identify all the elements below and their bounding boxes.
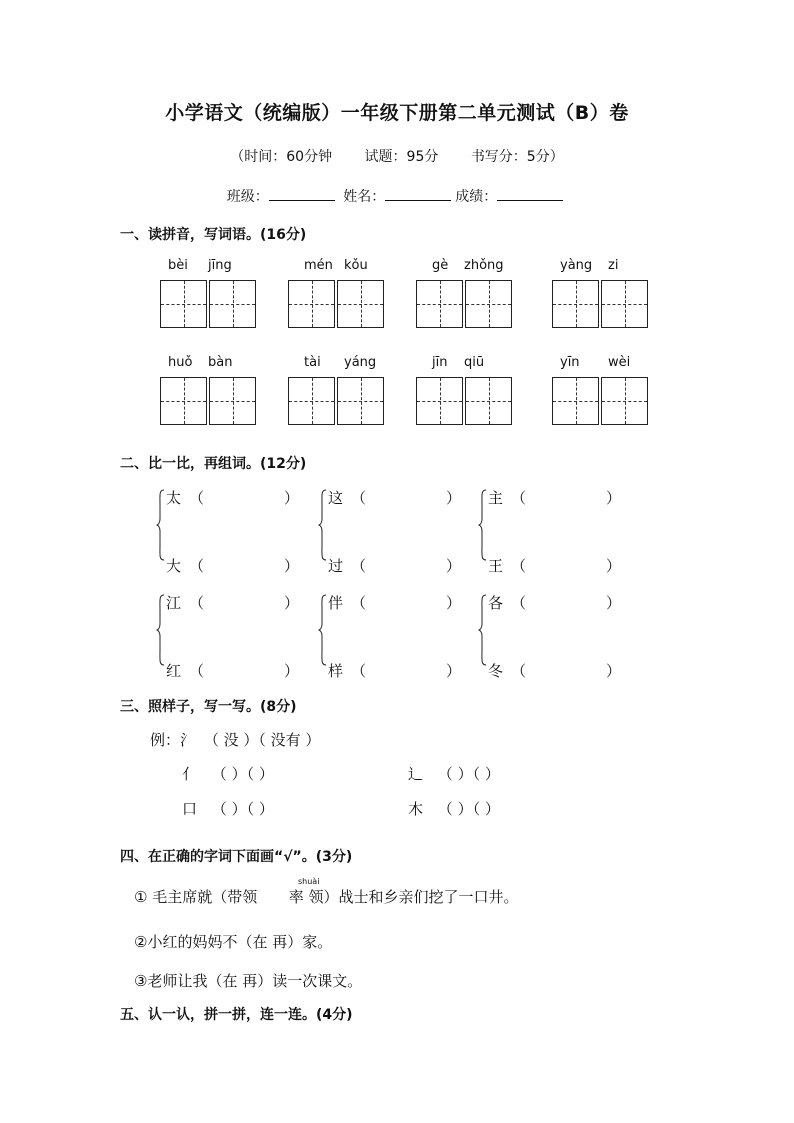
writing-cell[interactable] <box>337 377 384 425</box>
close-paren: ） <box>606 489 622 507</box>
compare-row <box>488 555 622 576</box>
compare-pair <box>328 592 478 678</box>
compare-char: 太 <box>166 489 182 507</box>
word-blank[interactable]: （ ） <box>472 765 500 783</box>
compare-char: 这 <box>328 489 344 507</box>
pinyin-text: jīng <box>208 258 232 273</box>
word-blank[interactable]: （ ） <box>246 800 274 818</box>
name-label: 姓名： <box>343 189 386 205</box>
compare-char: 过 <box>328 557 344 575</box>
exam-subtitle <box>0 146 794 166</box>
page-title: 小学语文（统编版）一年级下册第二单元测试（B）卷 <box>165 102 629 124</box>
score-blank[interactable] <box>497 186 563 201</box>
compare-char: 大 <box>166 557 182 575</box>
compare-row <box>488 592 622 613</box>
radical-kou: 口 <box>182 800 198 818</box>
open-paren: （ <box>189 594 205 612</box>
compare-row <box>328 660 462 681</box>
compare-pair <box>488 487 638 573</box>
example-row <box>150 729 320 750</box>
writing-cell[interactable] <box>416 377 463 425</box>
writing-grid <box>288 280 384 328</box>
close-paren: ） <box>606 557 622 575</box>
compare-char: 各 <box>488 594 504 612</box>
pinyin-text: yīn <box>560 355 580 370</box>
writing-cell[interactable] <box>552 280 599 328</box>
close-paren: ） <box>446 489 462 507</box>
example-char: （ 没 ） <box>203 731 259 749</box>
radical-chuo: 辶 <box>408 765 424 783</box>
section-5-heading: 五、认一认，拼一拼，连一连。(4分) <box>120 1007 353 1023</box>
radical-row-1b <box>408 763 500 784</box>
pinyin-text: tài <box>304 355 321 370</box>
pinyin-text: yáng <box>344 355 377 370</box>
compare-pair <box>328 487 478 573</box>
writing-grid <box>288 377 384 425</box>
pinyin-text: bàn <box>208 355 233 370</box>
class-label: 班级： <box>226 189 269 205</box>
section-3-heading: 三、照样子，写一写。(8分) <box>120 699 297 715</box>
section-2-heading: 二、比一比，再组词。(12分) <box>120 456 307 472</box>
radical-row-1a <box>182 763 274 784</box>
score-label: 成绩： <box>455 189 498 205</box>
close-paren: ） <box>284 594 300 612</box>
writing-grid <box>416 377 512 425</box>
char-blank[interactable]: （ ） <box>211 765 247 783</box>
open-paren: （ <box>189 557 205 575</box>
compare-char: 红 <box>166 662 182 680</box>
s4-line-1-start: ① 毛主席就（带领 <box>134 888 258 906</box>
close-paren: ） <box>606 594 622 612</box>
pinyin-annotation: shuài <box>298 877 320 886</box>
char-blank[interactable]: （ ） <box>437 765 473 783</box>
compare-pair <box>166 592 316 678</box>
word-blank[interactable]: （ ） <box>246 765 274 783</box>
writing-cell[interactable] <box>288 377 335 425</box>
writing-grid <box>160 377 256 425</box>
writing-grid <box>416 280 512 328</box>
compare-row <box>328 592 462 613</box>
char-blank[interactable]: （ ） <box>437 800 473 818</box>
compare-char: 样 <box>328 662 344 680</box>
writing-cell[interactable] <box>416 280 463 328</box>
pinyin-text: jīn <box>432 355 448 370</box>
writing-grid <box>160 280 256 328</box>
brace-icon <box>318 489 327 561</box>
open-paren: （ <box>511 489 527 507</box>
compare-row <box>166 592 300 613</box>
compare-row <box>166 487 300 508</box>
writing-score-info: 书写分：5分） <box>470 149 564 165</box>
pinyin-text: zi <box>608 258 619 273</box>
compare-char: 王 <box>488 557 504 575</box>
radical-row-2a <box>182 798 274 819</box>
compare-row <box>488 660 622 681</box>
brace-icon <box>318 594 327 666</box>
open-paren: （ <box>511 662 527 680</box>
s4-line-1 <box>134 886 519 907</box>
close-paren: ） <box>446 662 462 680</box>
open-paren: （ <box>351 594 367 612</box>
example-radical: 氵 <box>180 731 196 749</box>
pinyin-text: zhǒng <box>464 258 504 273</box>
brace-icon <box>156 594 165 666</box>
open-paren: （ <box>351 489 367 507</box>
compare-row <box>166 660 300 681</box>
open-paren: （ <box>351 557 367 575</box>
radical-row-2b <box>408 798 500 819</box>
compare-char: 伴 <box>328 594 344 612</box>
question-score-info: 试题：95分 <box>364 149 439 165</box>
radical-ren: 亻 <box>182 765 198 783</box>
writing-grid <box>552 377 648 425</box>
pinyin-text: gè <box>432 258 449 273</box>
s4-line-1-end: 率 领）战士和乡亲们挖了一口井。 <box>288 888 519 906</box>
close-paren: ） <box>446 557 462 575</box>
compare-row <box>328 555 462 576</box>
open-paren: （ <box>351 662 367 680</box>
writing-cell[interactable] <box>552 377 599 425</box>
word-blank[interactable]: （ ） <box>472 800 500 818</box>
compare-pair <box>166 487 316 573</box>
close-paren: ） <box>606 662 622 680</box>
time-info: （时间：60分钟 <box>230 149 333 165</box>
brace-icon <box>478 594 487 666</box>
pinyin-text: mén <box>304 258 333 273</box>
s4-line-3: ③老师让我（在 再）读一次课文。 <box>134 972 363 990</box>
compare-char: 主 <box>488 489 504 507</box>
student-info <box>0 186 794 206</box>
compare-row <box>328 487 462 508</box>
writing-cell[interactable] <box>209 280 256 328</box>
radical-mu: 木 <box>408 800 424 818</box>
example-label: 例： <box>150 731 181 749</box>
pinyin-text: wèi <box>608 355 631 370</box>
brace-icon <box>478 489 487 561</box>
section-4-heading: 四、在正确的字词下面画“√”。(3分) <box>120 849 353 865</box>
close-paren: ） <box>284 489 300 507</box>
writing-cell[interactable] <box>160 377 207 425</box>
class-blank[interactable] <box>269 186 335 201</box>
name-blank[interactable] <box>385 186 451 201</box>
writing-cell[interactable] <box>160 280 207 328</box>
pinyin-text: huǒ <box>168 355 193 370</box>
compare-char: 江 <box>166 594 182 612</box>
compare-row <box>166 555 300 576</box>
writing-cell[interactable] <box>601 280 648 328</box>
writing-cell[interactable] <box>288 280 335 328</box>
compare-pair <box>488 592 638 678</box>
pinyin-text: qiū <box>464 355 485 370</box>
open-paren: （ <box>511 557 527 575</box>
open-paren: （ <box>189 662 205 680</box>
pinyin-text: yàng <box>560 258 593 273</box>
section-1-heading: 一、读拼音，写词语。(16分) <box>120 227 307 243</box>
compare-char: 冬 <box>488 662 504 680</box>
writing-cell[interactable] <box>465 280 512 328</box>
open-paren: （ <box>189 489 205 507</box>
writing-cell[interactable] <box>337 280 384 328</box>
writing-grid <box>552 280 648 328</box>
compare-row <box>488 487 622 508</box>
brace-icon <box>156 489 165 561</box>
close-paren: ） <box>284 662 300 680</box>
char-blank[interactable]: （ ） <box>211 800 247 818</box>
close-paren: ） <box>446 594 462 612</box>
writing-cell[interactable] <box>601 377 648 425</box>
close-paren: ） <box>284 557 300 575</box>
writing-cell[interactable] <box>465 377 512 425</box>
pinyin-text: bèi <box>168 258 188 273</box>
pinyin-text: kǒu <box>344 258 368 273</box>
s4-line-2: ②小红的妈妈不（在 再）家。 <box>134 933 333 951</box>
example-word: （ 没有 ） <box>258 731 321 749</box>
open-paren: （ <box>511 594 527 612</box>
writing-cell[interactable] <box>209 377 256 425</box>
